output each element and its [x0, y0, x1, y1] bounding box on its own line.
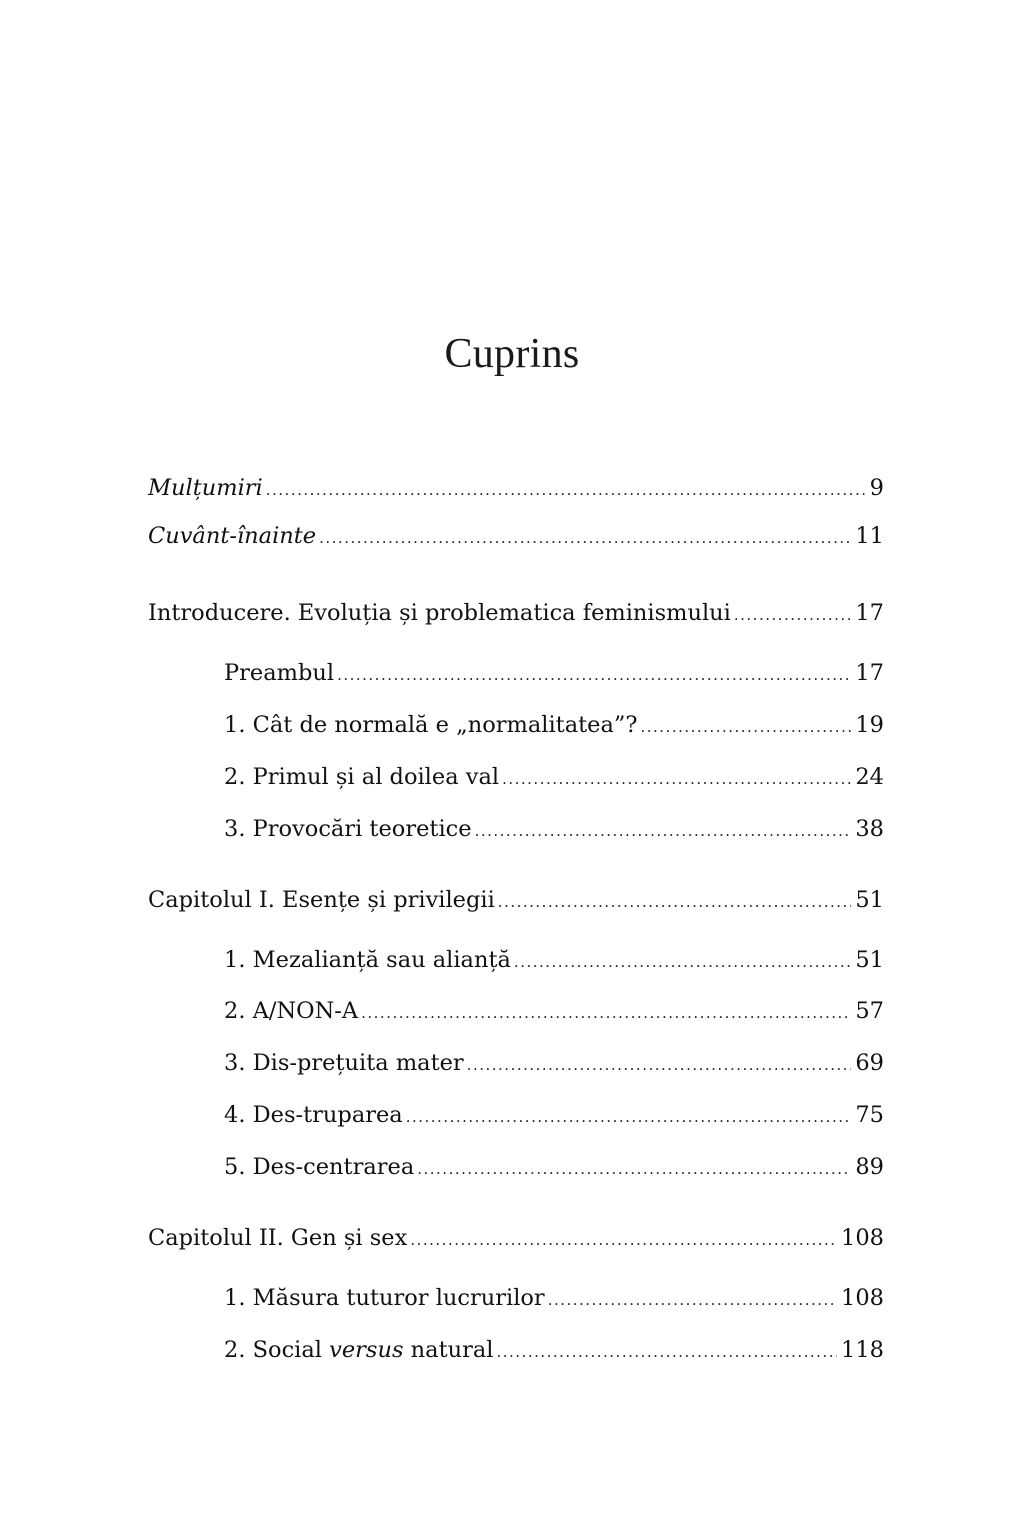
- toc-entry-label: Introducere. Evoluția și problematica feminismului: [148, 600, 731, 626]
- toc-entry-page: 75: [855, 1102, 884, 1128]
- toc-entry-label: [224, 1336, 493, 1364]
- toc-entry: [224, 1284, 884, 1314]
- toc-entry-page: 57: [855, 998, 884, 1024]
- toc-leader-dots: [410, 1226, 837, 1254]
- toc-entry: [224, 659, 884, 689]
- toc-leader-dots: [319, 524, 851, 552]
- toc-entry-label-part: natural: [403, 1337, 494, 1363]
- toc-leader-dots: [266, 476, 866, 504]
- toc-leader-dots: [548, 1286, 837, 1314]
- toc-entry-label: 1. Măsura tuturor lucrurilor: [224, 1285, 545, 1311]
- toc-entry: [148, 886, 884, 916]
- toc-entry-page: 89: [855, 1154, 884, 1180]
- toc-entry-page: 69: [855, 1050, 884, 1076]
- toc-entry-label: 5. Des-centrarea: [224, 1154, 415, 1180]
- toc-leader-dots: [406, 1103, 852, 1131]
- toc-entry-label: 4. Des-truparea: [224, 1102, 403, 1128]
- toc-entry: [224, 815, 884, 845]
- toc-leader-dots: [467, 1051, 852, 1079]
- toc-leader-dots: [640, 713, 851, 741]
- toc-entry-label-italic: versus: [329, 1337, 404, 1363]
- page-title: Cuprins: [444, 331, 580, 377]
- toc-leader-dots: [498, 888, 852, 916]
- toc-entry-label: 2. Primul și al doilea val: [224, 764, 500, 790]
- toc-entry-page: 51: [855, 887, 884, 913]
- toc-entry-page: 38: [855, 816, 884, 842]
- toc-entry-label: 1. Mezalianță sau alianță: [224, 947, 511, 973]
- toc-leader-dots: [496, 1338, 837, 1366]
- toc-entry-label: Preambul: [224, 660, 335, 686]
- toc-entry-page: 9: [869, 475, 884, 501]
- toc-entry-label: Cuvânt-înainte: [148, 523, 317, 549]
- toc-entry-page: 24: [855, 764, 884, 790]
- toc-entry-label-part: 2. Social: [224, 1337, 330, 1363]
- toc-leader-dots: [502, 765, 851, 793]
- toc-entry-page: 17: [855, 600, 884, 626]
- toc-leader-dots: [361, 999, 851, 1027]
- toc-leader-dots: [514, 948, 851, 976]
- toc-entry-page: 118: [841, 1337, 884, 1363]
- toc-entry-label: 3. Provocări teoretice: [224, 816, 472, 842]
- toc-entry: [224, 1153, 884, 1183]
- toc-entry-page: 51: [855, 947, 884, 973]
- toc-entry-label: 2. A/NON-A: [224, 998, 359, 1024]
- toc-entry-page: 108: [841, 1285, 884, 1311]
- toc-entry: [148, 1224, 884, 1254]
- toc-entry-label: 1. Cât de normală e „normalitatea”?: [224, 712, 638, 738]
- toc-entry: [224, 1336, 884, 1366]
- toc-entry-page: 11: [855, 523, 884, 549]
- toc-entry: [148, 474, 884, 504]
- toc-entry-label: Capitolul I. Esențe și privilegii: [148, 887, 495, 913]
- toc-entry-label: Mulțumiri: [148, 475, 263, 501]
- toc-entry-page: 19: [855, 712, 884, 738]
- toc-entry: [224, 997, 884, 1027]
- toc-leader-dots: [734, 601, 851, 629]
- toc-entry: [224, 946, 884, 976]
- toc-entry-label: 3. Dis-prețuita mater: [224, 1050, 464, 1076]
- toc-entry: [224, 1049, 884, 1079]
- toc-entry: [224, 763, 884, 793]
- toc-entry-page: 17: [855, 660, 884, 686]
- toc-entry: [224, 711, 884, 741]
- toc-entry: [224, 1101, 884, 1131]
- toc-entry: [148, 522, 884, 552]
- toc-entry-page: 108: [841, 1225, 884, 1251]
- toc-leader-dots: [337, 661, 851, 689]
- toc-entry-label: Capitolul II. Gen și sex: [148, 1225, 408, 1251]
- toc-entry: [148, 599, 884, 629]
- toc-leader-dots: [475, 817, 852, 845]
- toc-leader-dots: [417, 1155, 851, 1183]
